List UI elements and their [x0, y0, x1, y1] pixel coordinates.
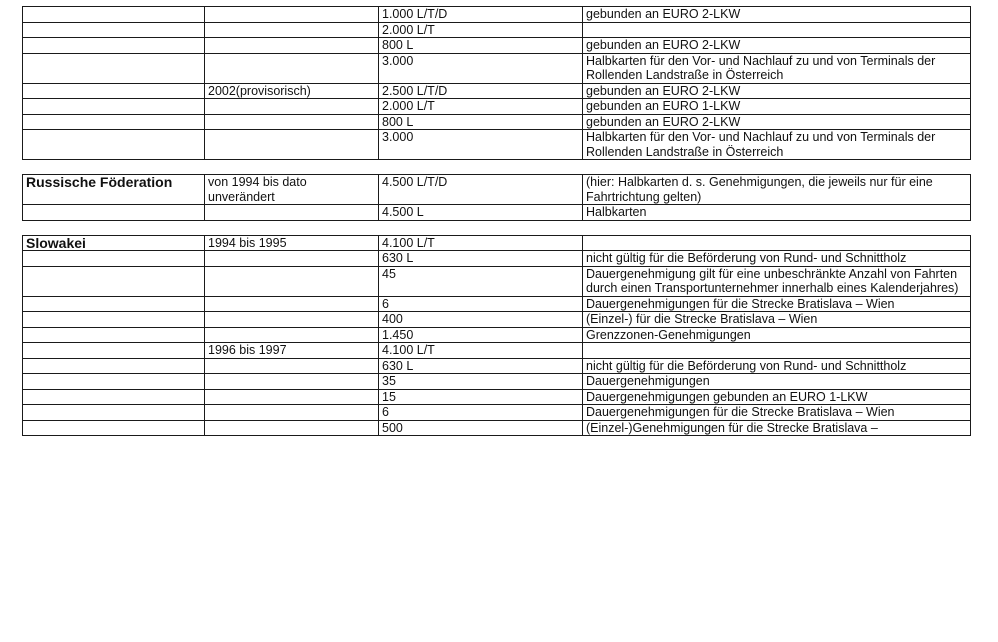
quota-cell: 15 — [379, 389, 583, 405]
period-cell — [205, 251, 379, 267]
table-row — [23, 266, 971, 296]
country-cell — [23, 358, 205, 374]
quota-cell: 4.100 L/T — [379, 235, 583, 251]
remark-cell — [583, 343, 971, 359]
period-cell — [205, 38, 379, 54]
table-row — [23, 312, 971, 328]
document-page — [22, 6, 970, 436]
table-row — [23, 235, 971, 251]
period-cell — [205, 358, 379, 374]
table-row — [23, 343, 971, 359]
table-row — [23, 420, 971, 436]
table-row — [23, 22, 971, 38]
table-row — [23, 251, 971, 267]
table2-body — [23, 175, 971, 221]
remark-cell: (hier: Halbkarten d. s. Genehmigungen, die jeweils nur für eine Fahrtrichtung gelten) — [583, 175, 971, 205]
period-cell — [205, 130, 379, 160]
table-row — [23, 327, 971, 343]
country-cell — [23, 327, 205, 343]
country-cell — [23, 99, 205, 115]
remark-cell: gebunden an EURO 2-LKW — [583, 83, 971, 99]
remark-cell: Dauergenehmigung gilt für eine unbeschränkte Anzahl von Fahrten durch einen Transportunternehmer innerhalb eines Kalenderjahres) — [583, 266, 971, 296]
table-row — [23, 99, 971, 115]
period-cell — [205, 312, 379, 328]
country-cell: Slowakei — [23, 235, 205, 251]
spacer-1 — [23, 160, 971, 175]
remark-cell: nicht gültig für die Beförderung von Rund- und Schnittholz — [583, 251, 971, 267]
country-cell — [23, 374, 205, 390]
remark-cell: Halbkarten für den Vor- und Nachlauf zu und von Terminals der Rollenden Landstraße in Österreich — [583, 53, 971, 83]
country-cell — [23, 7, 205, 23]
period-cell — [205, 420, 379, 436]
table-row — [23, 205, 971, 221]
period-cell — [205, 205, 379, 221]
period-cell — [205, 114, 379, 130]
quota-cell: 2.500 L/T/D — [379, 83, 583, 99]
table-row — [23, 296, 971, 312]
period-cell — [205, 266, 379, 296]
remark-cell: Dauergenehmigungen für die Strecke Bratislava – Wien — [583, 296, 971, 312]
country-cell — [23, 343, 205, 359]
period-cell — [205, 374, 379, 390]
country-cell — [23, 38, 205, 54]
table-row — [23, 405, 971, 421]
country-cell — [23, 83, 205, 99]
remark-cell — [583, 22, 971, 38]
remark-cell: gebunden an EURO 1-LKW — [583, 99, 971, 115]
table-row — [23, 53, 971, 83]
table-row — [23, 175, 971, 205]
remark-cell: Halbkarten für den Vor- und Nachlauf zu und von Terminals der Rollenden Landstraße in Österreich — [583, 130, 971, 160]
remark-cell: (Einzel-)Genehmigungen für die Strecke Bratislava – — [583, 420, 971, 436]
quota-cell: 45 — [379, 266, 583, 296]
quota-cell: 800 L — [379, 38, 583, 54]
period-cell — [205, 405, 379, 421]
permit-table — [22, 6, 971, 436]
quota-cell: 630 L — [379, 251, 583, 267]
period-cell — [205, 389, 379, 405]
remark-cell: Dauergenehmigungen für die Strecke Bratislava – Wien — [583, 405, 971, 421]
period-cell: 1994 bis 1995 — [205, 235, 379, 251]
remark-cell: gebunden an EURO 2-LKW — [583, 38, 971, 54]
quota-cell: 6 — [379, 405, 583, 421]
country-cell — [23, 251, 205, 267]
table-row — [23, 114, 971, 130]
table-row — [23, 389, 971, 405]
table-row — [23, 374, 971, 390]
period-cell — [205, 7, 379, 23]
table-row — [23, 38, 971, 54]
quota-cell: 3.000 — [379, 130, 583, 160]
table3-body — [23, 235, 971, 436]
period-cell — [205, 327, 379, 343]
remark-cell: Grenzzonen-Genehmigungen — [583, 327, 971, 343]
table-row — [23, 83, 971, 99]
period-cell: 1996 bis 1997 — [205, 343, 379, 359]
country-cell — [23, 389, 205, 405]
country-cell — [23, 405, 205, 421]
table1-body — [23, 7, 971, 160]
country-cell — [23, 266, 205, 296]
remark-cell: (Einzel-) für die Strecke Bratislava – Wien — [583, 312, 971, 328]
remark-cell: gebunden an EURO 2-LKW — [583, 7, 971, 23]
quota-cell: 2.000 L/T — [379, 22, 583, 38]
quota-cell: 630 L — [379, 358, 583, 374]
country-cell: Russische Föderation — [23, 175, 205, 205]
table-row — [23, 130, 971, 160]
quota-cell: 1.000 L/T/D — [379, 7, 583, 23]
quota-cell: 2.000 L/T — [379, 99, 583, 115]
quota-cell: 1.450 — [379, 327, 583, 343]
period-cell: 2002(provisorisch) — [205, 83, 379, 99]
period-cell — [205, 99, 379, 115]
remark-cell: nicht gültig für die Beförderung von Rund- und Schnittholz — [583, 358, 971, 374]
period-cell: von 1994 bis dato unverändert — [205, 175, 379, 205]
quota-cell: 35 — [379, 374, 583, 390]
remark-cell: Dauergenehmigungen gebunden an EURO 1-LKW — [583, 389, 971, 405]
remark-cell: Dauergenehmigungen — [583, 374, 971, 390]
period-cell — [205, 53, 379, 83]
quota-cell: 500 — [379, 420, 583, 436]
quota-cell: 400 — [379, 312, 583, 328]
table-row — [23, 358, 971, 374]
quota-cell: 4.500 L/T/D — [379, 175, 583, 205]
country-cell — [23, 114, 205, 130]
country-cell — [23, 420, 205, 436]
country-cell — [23, 296, 205, 312]
quota-cell: 800 L — [379, 114, 583, 130]
remark-cell: gebunden an EURO 2-LKW — [583, 114, 971, 130]
quota-cell: 3.000 — [379, 53, 583, 83]
table-row — [23, 7, 971, 23]
spacer-2 — [23, 220, 971, 235]
period-cell — [205, 22, 379, 38]
period-cell — [205, 296, 379, 312]
country-cell — [23, 22, 205, 38]
country-cell — [23, 312, 205, 328]
quota-cell: 6 — [379, 296, 583, 312]
country-cell — [23, 205, 205, 221]
country-cell — [23, 130, 205, 160]
country-cell — [23, 53, 205, 83]
remark-cell: Halbkarten — [583, 205, 971, 221]
quota-cell: 4.500 L — [379, 205, 583, 221]
quota-cell: 4.100 L/T — [379, 343, 583, 359]
remark-cell — [583, 235, 971, 251]
